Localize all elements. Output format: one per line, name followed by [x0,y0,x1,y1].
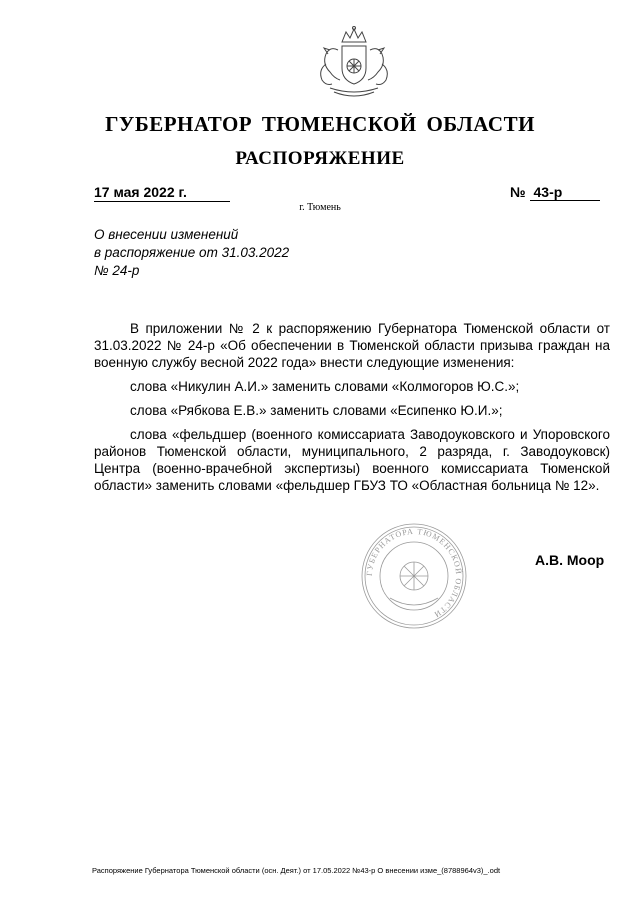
body-paragraph-intro: В приложении № 2 к распоряжению Губернатора Тюменской области от 31.03.2022 № 24-р «Об обеспечении в Тюменской области призыва граждан на военную службу весной 2022 года» внести следующие изменения: [94,321,610,370]
number-value: 43-р [530,184,600,201]
tyumen-region-coat-of-arms-icon [308,24,400,104]
subject-line: № 24-р [94,263,140,278]
body-paragraph-change-2: слова «Рябкова Е.В.» заменить словами «Есипенко Ю.И.»; [130,403,503,418]
document-subject [94,226,334,280]
seal-text: ГУБЕРНАТОРА ТЮМЕНСКОЙ ОБЛАСТИ [364,526,464,620]
subject-line: О внесении изменений [94,227,239,242]
footer-file-reference: Распоряжение Губернатора Тюменской области (осн. Деят.) от 17.05.2022 №43-р О внесении изме_(8788964v3)_.odt [92,866,501,875]
body-paragraph-change-3: слова «фельдшер (военного комиссариата Заводоуковского и Упоровского районов Тюменской области, муниципального, 2 разряда, г. Заводоуковск) Центра (военно-врачебной экспертизы) военного комиссариата Тюменской области» заменить словами «фельдшер ГБУЗ ТО «Областная больница № 12». [94,427,610,493]
number-sign: № [510,184,526,200]
signatory-name: А.В. Моор [535,552,605,568]
subject-line: в распоряжение от 31.03.2022 [94,245,290,260]
issuer-title: ГУБЕРНАТОР ТЮМЕНСКОЙ ОБЛАСТИ [105,112,535,136]
issue-city: г. Тюмень [299,202,341,213]
document-number [510,184,605,201]
document-type-heading: РАСПОРЯЖЕНИЕ [235,148,405,169]
body-paragraph-change-1: слова «Никулин А.И.» заменить словами «Колмогоров Ю.С.»; [130,379,520,394]
official-round-seal-icon [360,522,468,630]
document-date: 17 мая 2022 г. [94,184,230,202]
document-body [94,320,610,501]
